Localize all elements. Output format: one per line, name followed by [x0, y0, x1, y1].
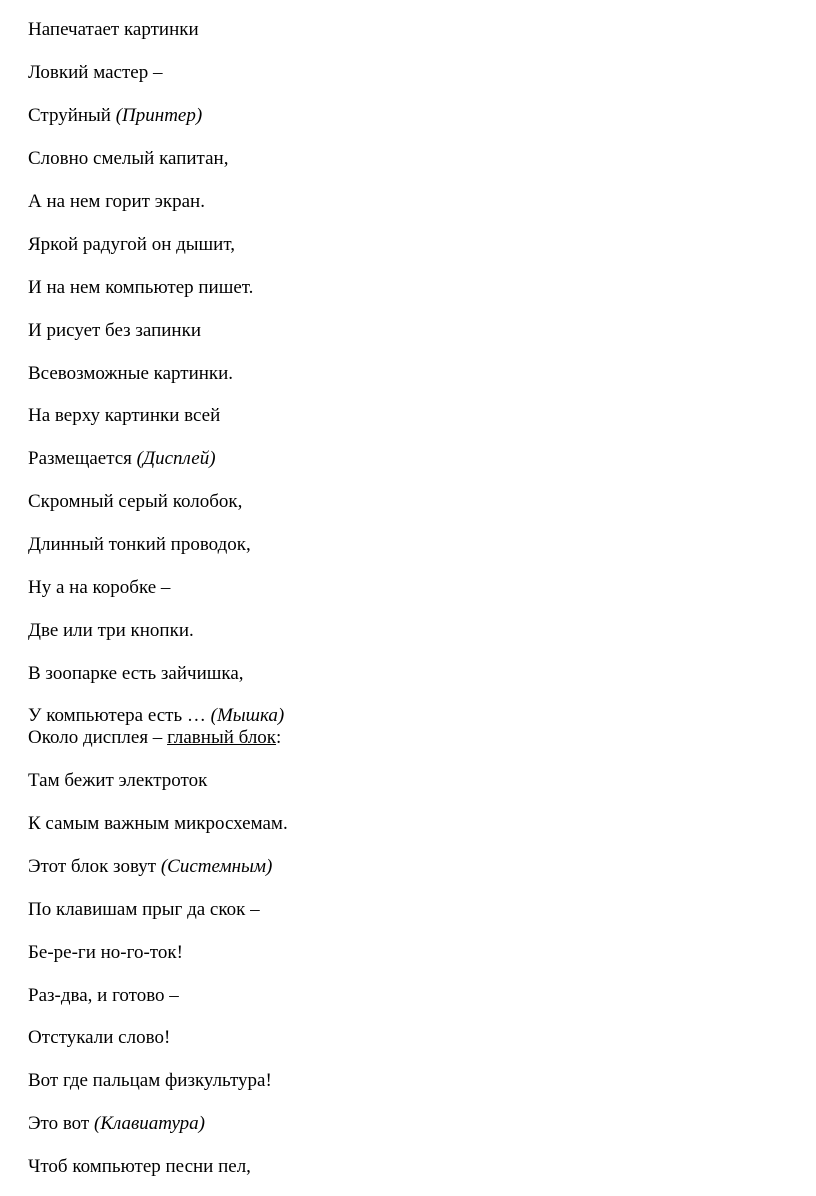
poem-line: Всевозможные картинки.: [28, 363, 234, 384]
poem-line: Чтоб компьютер песни пел,: [28, 1156, 251, 1177]
poem-line: А на нем горит экран.: [28, 191, 205, 212]
poem-line: Ловкий мастер –: [28, 62, 163, 83]
poem-line: Этот блок зовут (Системным): [28, 856, 273, 877]
answer-display: (Дисплей): [136, 448, 216, 469]
poem-line: Две или три кнопки.: [28, 620, 194, 641]
poem-line: Длинный тонкий проводок,: [28, 534, 251, 555]
answer-system-unit: (Системным): [160, 856, 273, 877]
poem-line: К самым важным микросхемам.: [28, 813, 288, 834]
poem-line: И рисует без запинки: [28, 320, 201, 341]
poem-line: Яркой радугой он дышит,: [28, 234, 235, 255]
poem-line: Это вот (Клавиатура): [28, 1113, 205, 1134]
poem-line: Размещается (Дисплей): [28, 448, 216, 469]
poem-line: Раз-два, и готово –: [28, 985, 179, 1006]
poem-line: Словно смелый капитан,: [28, 148, 229, 169]
poem-line: Струйный (Принтер): [28, 105, 203, 126]
answer-mouse: (Мышка): [210, 705, 285, 726]
poem-line: Бе-ре-ги но-го-ток!: [28, 942, 183, 963]
answer-keyboard: (Клавиатура): [94, 1113, 205, 1134]
poem-line: По клавишам прыг да скок –: [28, 899, 260, 920]
poem-line: На верху картинки всей: [28, 405, 221, 426]
poem-line: У компьютера есть … (Мышка): [28, 705, 285, 726]
poem-line: Ну а на коробке –: [28, 577, 171, 598]
poem-line: И на нем компьютер пишет.: [28, 277, 254, 298]
poem-line: Вот где пальцам физкультура!: [28, 1070, 272, 1091]
poem-line: Около дисплея – главный блок:: [28, 727, 282, 748]
poem-line: Скромный серый колобок,: [28, 491, 243, 512]
underlined-term: главный блок: [167, 727, 277, 748]
poem-line: Отстукали слово!: [28, 1027, 171, 1048]
poem-line: В зоопарке есть зайчишка,: [28, 663, 244, 684]
poem-line: Там бежит электроток: [28, 770, 208, 791]
poem-line: Напечатает картинки: [28, 19, 199, 40]
answer-printer: (Принтер): [115, 105, 203, 126]
